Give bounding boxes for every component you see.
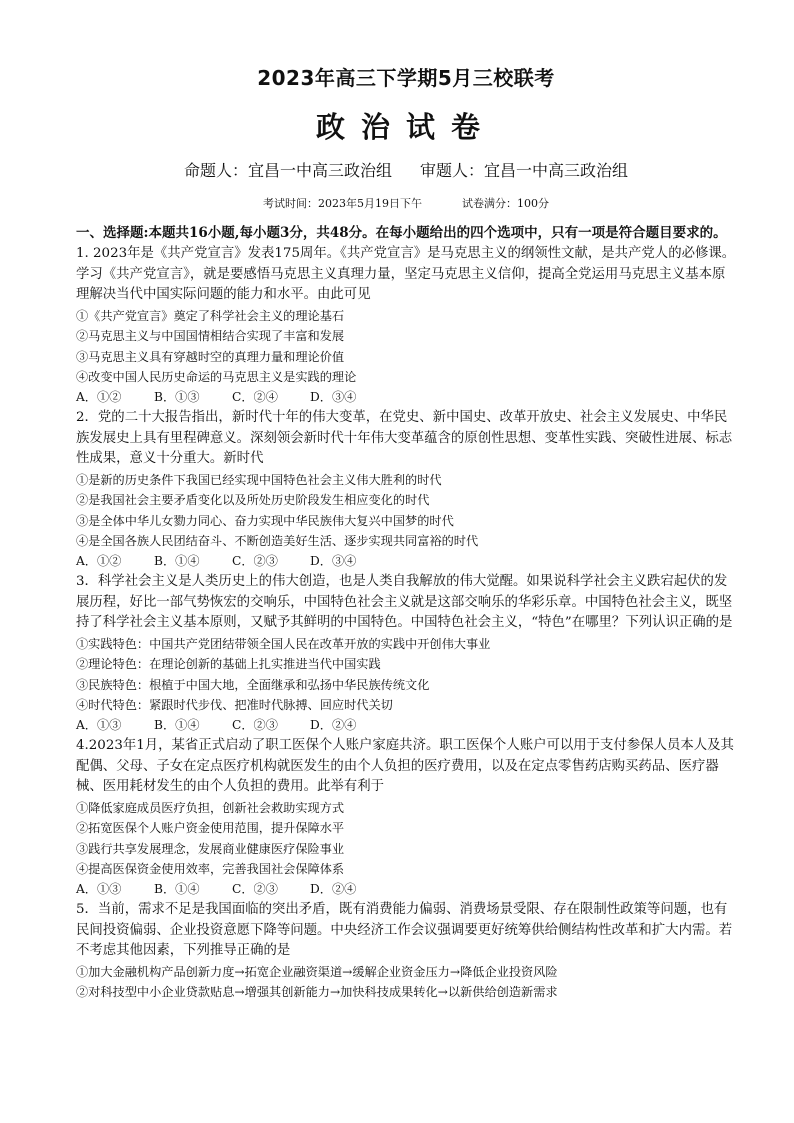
answer-choice-a[interactable]: A．①③ — [76, 718, 122, 733]
question-1 — [76, 244, 736, 408]
answer-choice-c[interactable]: C．②③ — [232, 718, 278, 733]
exam-info-line — [76, 195, 736, 211]
answer-choice-d[interactable]: D．②④ — [310, 718, 357, 733]
answer-choices — [76, 715, 736, 736]
option-item: ②拓宽医保个人账户资金使用范围，提升保障水平 — [76, 821, 345, 836]
answer-choice-d[interactable]: D．③④ — [310, 390, 357, 405]
full-score: 试卷满分：100分 — [462, 197, 549, 210]
question-stem: 2．党的二十大报告指出，新时代十年的伟大变革，在党史、新中国史、改革开放史、社会主义发展史、中华民族发展史上具有里程碑意义。深刻领会新时代十年伟大变革蕴含的原创性思想、变革性实践、突破性进展、标志性成果，意义十分重大。新时代 — [76, 410, 733, 467]
option-item: ②马克思主义与中国国情相结合实现了丰富和发展 — [76, 329, 345, 344]
reviewer-label: 审题人：宜昌一中高三政治组 — [420, 161, 629, 180]
option-item: ①是新的历史条件下我国已经实现中国特色社会主义伟大胜利的时代 — [76, 472, 442, 487]
answer-choice-a[interactable]: A．①② — [76, 554, 122, 569]
author-line — [76, 158, 736, 181]
option-item: ③马克思主义具有穿越时空的真理力量和理论价值 — [76, 349, 345, 364]
exam-title: 2023年高三下学期5月三校联考 — [257, 66, 555, 90]
option-item: ③践行共享发展理念，发展商业健康医疗保险事业 — [76, 841, 345, 856]
answer-choice-a[interactable]: A．①③ — [76, 882, 122, 897]
answer-choice-d[interactable]: D．③④ — [310, 554, 357, 569]
option-item: ④是全国各族人民团结奋斗、不断创造美好生活、逐步实现共同富裕的时代 — [76, 534, 479, 548]
exam-time: 考试时间：2023年5月19日下午 — [263, 197, 422, 210]
option-item: ④提高医保资金使用效率，完善我国社会保障体系 — [76, 862, 345, 876]
answer-choice-b[interactable]: B．①④ — [154, 882, 200, 897]
answer-choices — [76, 551, 736, 572]
option-item: ②是我国社会主要矛盾变化以及所处历史阶段发生相应变化的时代 — [76, 493, 430, 508]
answer-choice-b[interactable]: B．①④ — [154, 554, 200, 569]
option-item: ②对科技型中小企业贷款贴息→增强其创新能力→加快科技成果转化→以新供给创造新需求 — [76, 985, 558, 1000]
option-item: ②理论特色：在理论创新的基础上扎实推进当代中国实践 — [76, 657, 381, 672]
answer-choice-b[interactable]: B．①③ — [154, 390, 200, 405]
answer-choice-d[interactable]: D．②④ — [310, 882, 357, 897]
option-item: ①《共产党宣言》奠定了科学社会主义的理论基石 — [76, 308, 345, 323]
answer-choices — [76, 879, 736, 900]
option-item: ①加大金融机构产品创新力度→拓宽企业融资渠道→缓解企业资金压力→降低企业投资风险 — [76, 964, 558, 979]
answer-choices — [76, 387, 736, 408]
subject-title: 政治试卷 — [315, 110, 496, 144]
option-item: ③民族特色：根植于中国大地，全面继承和弘扬中华民族传统文化 — [76, 677, 430, 692]
answer-choice-c[interactable]: C．②③ — [232, 882, 278, 897]
question-3 — [76, 572, 736, 736]
option-item: ③是全体中华儿女勠力同心、奋力实现中华民族伟大复兴中国梦的时代 — [76, 513, 454, 528]
answer-choice-a[interactable]: A．①② — [76, 390, 122, 405]
question-4 — [76, 736, 736, 900]
setter-label: 命题人：宜昌一中高三政治组 — [183, 161, 392, 180]
question-2 — [76, 408, 736, 572]
section-heading: 一、选择题:本题共16小题,每小题3分，共48分。在每小题给出的四个选项中，只有一项是符合题目要求的。 — [76, 225, 727, 241]
question-5 — [76, 900, 736, 1003]
answer-choice-c[interactable]: C．②④ — [232, 390, 278, 405]
option-item: ④改变中国人民历史命运的马克思主义是实践的理论 — [76, 370, 357, 384]
question-stem: 3．科学社会主义是人类历史上的伟大创造，也是人类自我解放的伟大觉醒。如果说科学社会主义跌宕起伏的发展历程，好比一部气势恢宏的交响乐，中国特色社会主义就是这部交响乐的华彩乐章。中国特色社会主义，既坚持了科学社会主义基本原则，又赋予其鲜明的中国特色。中国特色社会主义，“特色”在哪里？下列认识正确的是 — [76, 574, 733, 631]
answer-choice-c[interactable]: C．②③ — [232, 554, 278, 569]
option-item: ①实践特色：中国共产党团结带领全国人民在改革开放的实践中开创伟大事业 — [76, 636, 491, 651]
option-item: ①降低家庭成员医疗负担，创新社会救助实现方式 — [76, 800, 345, 815]
question-stem: 5．当前，需求不足是我国面临的突出矛盾，既有消费能力偏弱、消费场景受限、存在限制性政策等问题，也有民间投资偏弱、企业投资意愿下降等问题。中央经济工作会议强调要更好统筹供给侧结构性改革和扩大内需。若不考虑其他因素，下列推导正确的是 — [76, 902, 733, 959]
question-stem: 4.2023年1月，某省正式启动了职工医保个人账户家庭共济。职工医保个人账户可以用于支付参保人员本人及其配偶、父母、子女在定点医疗机构就医发生的由个人负担的医疗费用，以及在定点零售药店购买药品、医疗器械、医用耗材发生的由个人负担的费用。此举有利于 — [76, 738, 734, 795]
question-stem: 1. 2023年是《共产党宣言》发表175周年。《共产党宣言》是马克思主义的纲领性文献，是共产党人的必修课。学习《共产党宣言》，就是要感悟马克思主义真理力量，坚定马克思主义信仰，提高全党运用马克思主义基本原理解决当代中国实际问题的能力和水平。由此可见 — [76, 246, 736, 303]
option-item: ④时代特色：紧跟时代步伐、把准时代脉搏、回应时代关切 — [76, 698, 393, 712]
answer-choice-b[interactable]: B．①④ — [154, 718, 200, 733]
